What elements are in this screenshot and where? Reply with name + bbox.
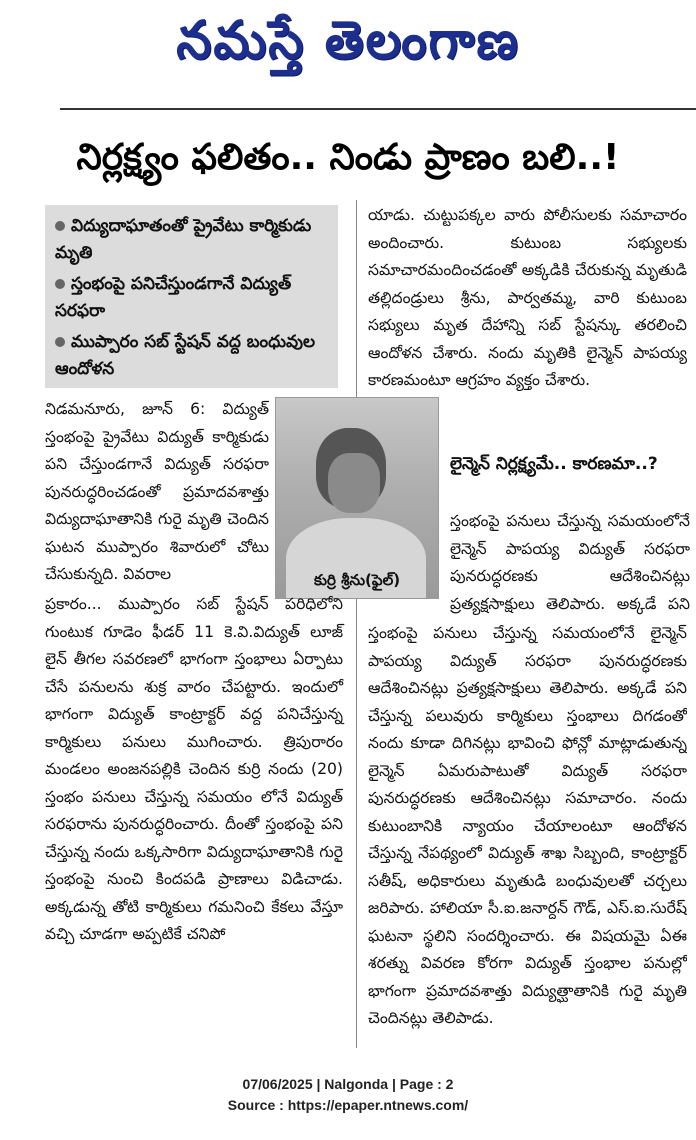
bullet-icon bbox=[55, 337, 65, 347]
highlight-item: విద్యుదాఘాతంతో ప్రైవేటు కార్మికుడు మృతి bbox=[55, 216, 312, 263]
headline: నిర్లక్ష్యం ఫలితం.. నిండు ప్రాణం బలి..! bbox=[76, 137, 620, 178]
article-right-body: స్తంభంపై పనులు చేస్తున్న సమయంలోనే లైన్మెన్ పాపయ్య విద్యుత్ సరఫరా పునరుద్ధరణకు ఆదేశించినట్లు ప్రత్యక్షసాక్షులు తెలిపారు. అక్కడే పని bbox=[450, 512, 690, 613]
article-right-body-cont: స్తంభంపై పనులు చేస్తున్న సమయంలోనే లైన్మెన్ పాపయ్య విద్యుత్ సరఫరా పునరుద్ధరణకు ఆదేశించినట్లు ప్రత్యక్షసాక్షులు తెలిపారు. అక్కడే పని చేస్తున్న పలువురు కార్మికులు స్తంభాలు దిగడంతో నందు కూడా దిగినట్లు భావించి ఫోన్లో మాట్లాడుతున్న లైన్మెన్ ఏమరుపాటుతో విద్యుత్ సరఫరా పునరుద్ధరణకు ఆదేశించినట్లు సమాచారం. నందు కుటుంబానికి న్యాయం చేయాలంటూ ఆందోళన చేస్తున్న నేపథ్యంలో విద్యుత్ శాఖ సిబ్బంది, కాంట్రాక్టర్ సతీష్, అధికారులు మృతుడి బంధువులతో చర్చలు జరిపారు. హాలియా సీ.ఐ.జనార్దన్ గౌడ్, ఎస్.ఐ.సురేష్ ఘటనా స్థలిని సందర్శించారు. ఈ విషయమై ఏఈ శరత్ను వివరణ కోరగా విద్యుత్ స్తంభాల పనుల్లో భాగంగా ప్రమాదవశాత్తు విద్యుత్ఘాతానికి గురై మృతి చెందినట్లు తెలిపాడు. bbox=[368, 624, 687, 1027]
footer bbox=[0, 1074, 696, 1116]
highlight-item: ముప్పారం సబ్ స్టేషన్ వద్ద బంధువుల ఆందోళన bbox=[55, 332, 316, 379]
article-left-top: నిడమనూరు, జూన్ 6: విద్యుత్ స్తంభంపై ప్రైవేటు విద్యుత్ కార్మికుడు పని చేస్తుండగానే విద్యుత్ సరఫరా పునరుద్ధరించడంతో ప్రమాదవశాత్తు విద్యుదాఘాతానికి గురై మృతి చెందిన ఘటన ముప్పారం శివారులో చోటు చేసుకున్నది. వివరాల bbox=[45, 400, 269, 583]
photo-caption: కుర్రి శ్రీను(ఫైల్) bbox=[313, 571, 401, 589]
footer-source-line: Source : https://epaper.ntnews.com/ bbox=[227, 1097, 469, 1113]
article-left-body: ప్రకారం... ముప్పారం సబ్ స్టేషన్ పరిధిలోని గుంటుక గూడెం ఫీడర్ 11 కె.వి.విద్యుత్ లూజ్ లైన్ తీగల సవరణలో భాగంగా స్తంభాలు ఏర్పాటు చేసే పనులను శుక్ర వారం చేపట్టారు. ఇందులో భాగంగా విద్యుత్ కాంట్రాక్టర్ వద్ద పనిచేస్తున్న కార్మికులు పనులు ముగించారు. త్రిపురారం మండలం అంజనపల్లికి చెందిన కుర్రి నందు (20) స్తంభం పనులు చేస్తున్న సమయం లోనే విద్యుత్ సరఫరాను పునరుద్ధరించారు. దీంతో స్తంభంపై పని చేస్తున్న నందు ఒక్కసారిగా విద్యుదాఘాతానికి గురై స్తంభంపై నుంచి కిందపడి ప్రాణాలు విడిచాడు. అక్కడున్న తోటి కార్మికులు గమనించి కేకలు వేస్తూ వచ్చి చూడగా అప్పటికే చనిపో bbox=[45, 595, 343, 943]
column-divider bbox=[356, 200, 357, 1048]
masthead bbox=[0, 0, 696, 80]
bullet-icon bbox=[55, 279, 65, 289]
footer-date-line: 07/06/2025 | Nalgonda | Page : 2 bbox=[242, 1076, 454, 1092]
photo-face bbox=[328, 453, 380, 513]
highlight-item: స్తంభంపై పనిచేస్తుండగానే విద్యుత్ సరఫరా bbox=[55, 274, 292, 321]
header-rule bbox=[60, 108, 696, 110]
highlights-box bbox=[45, 205, 338, 388]
article-right-top: యాడు. చుట్టుపక్కల వారు పోలీసులకు సమాచారం అందించారు. కుటుంబ సభ్యులకు సమాచారమందించడంతో అక్కడికి చేరుకున్న మృతుడి తల్లిదండ్రులు శ్రీను, పార్వతమ్మ, వారి కుటుంబ సభ్యులు మృత దేహాన్ని సబ్ స్టేషన్కు తరలించి ఆందోళన చేశారు. నందు మృతికి లైన్మెన్ పాపయ్య కారణమంటూ ఆగ్రహం వ్యక్తం చేశారు. bbox=[368, 206, 687, 389]
masthead-title: నమస్తే తెలంగాణ bbox=[176, 9, 520, 71]
subheading: లైన్మెన్ నిర్లక్ష్యమే.. కారణమా..? bbox=[450, 454, 658, 474]
bullet-icon bbox=[55, 221, 65, 231]
